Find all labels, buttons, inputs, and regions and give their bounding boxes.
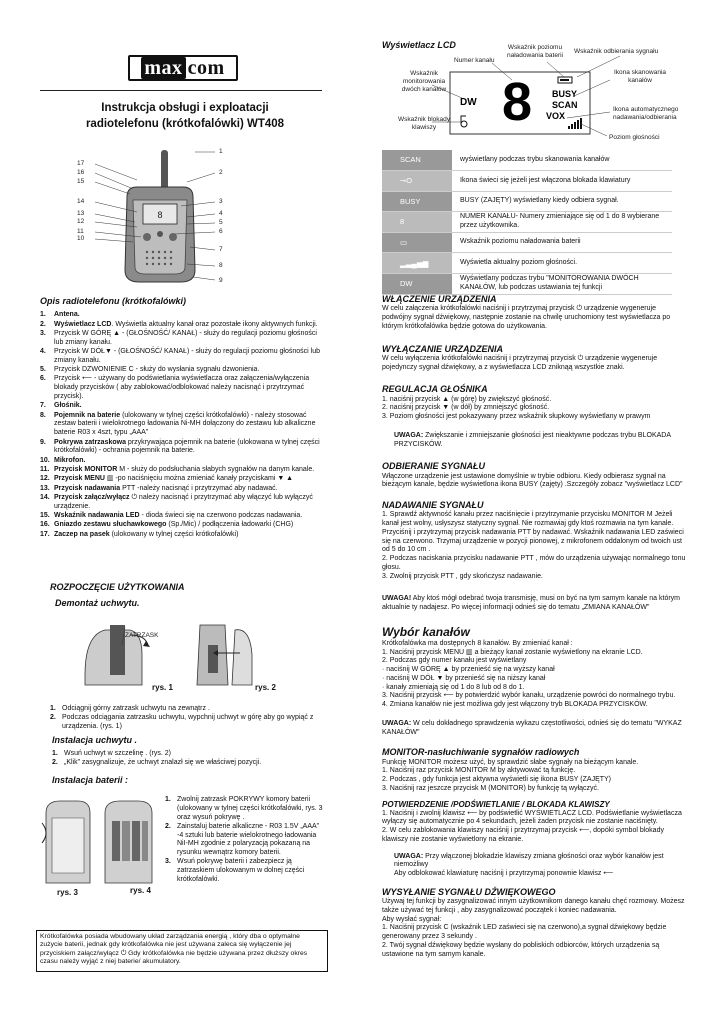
callout-key-lock: Wskaźnik blokady klawiszy bbox=[397, 116, 451, 132]
fig-num-12: 12 bbox=[77, 218, 85, 225]
lcd-description-cell: wyświetlany podczas trybu skanowania kanałów bbox=[452, 150, 672, 171]
lcd-heading: Wyświetlacz LCD bbox=[382, 40, 456, 50]
fig-num-15: 15 bbox=[77, 178, 85, 185]
lcd-description-cell: Wyświetlany podczas trybu "MONITOROWANIA DWÓCH KANAŁÓW, lub podczas ustawiania tej funkcji bbox=[452, 274, 672, 295]
lcd-description-cell: BUSY (ZAJĘTY) wyświetlany kiedy odbiera sygnał. bbox=[452, 191, 672, 212]
svg-text:DW: DW bbox=[460, 97, 477, 108]
handle-removal-steps bbox=[50, 705, 320, 732]
power-on-text: W celu załączenia krótkofalówki naciśnij i przytrzymaj przycisk ⏻ urządzenie wygeneruje podwójny sygnał dźwiękowy, następnie zostanie na chwilę uruchomiony test wyświetlacza po którym krótkofalówka będzie gotowa do użytkowania. bbox=[382, 305, 671, 330]
channel-item: · kanały zmieniają się od 1 do 8 lub od 8 do 1. bbox=[382, 683, 525, 691]
lcd-icon-cell: ▭ bbox=[382, 232, 452, 253]
callout-dual-watch: Wskaźnik monitorowania dwóch kanałów bbox=[401, 70, 447, 94]
description-item: 11. Przycisk MONITOR M - służy do podsłuchania słabych sygnałów na danym kanale. bbox=[40, 465, 315, 473]
battery-heading: Instalacja baterii : bbox=[52, 775, 129, 785]
handle-install-heading: Instalacja uchwytu . bbox=[52, 735, 138, 745]
lcd-table-row bbox=[382, 232, 672, 253]
lock-item: 2. W celu zablokowania klawiszy naciśnij i przytrzymaj przycisk ⟵, dopóki symbol blokady klawiszy nie zostanie wyświetlony na ekranie. bbox=[382, 827, 664, 843]
handle-install-step: 2. „Klik” zasygnalizuje, że uchwyt znalazł się we właściwej pozycji. bbox=[52, 759, 262, 767]
transmit-item: 3. Zwolnij przycisk PTT , gdy skończysz nadawanie. bbox=[382, 572, 543, 580]
title-rule bbox=[40, 90, 322, 91]
svg-text:BUSY: BUSY bbox=[552, 89, 578, 99]
transmit-note: UWAGA! Aby ktoś mógł odebrać twoja transmisję, musi on być na tym samym kanale na którym aktualnie ty nadajesz. Po więcej informacji odnieś się do tematu „ZMIANA KANAŁÓW” bbox=[382, 595, 680, 611]
svg-text:8: 8 bbox=[502, 72, 533, 132]
handle-figures bbox=[70, 615, 290, 693]
description-item: 6. Przycisk ⟵ - używany do podświetlania wyświetlacza oraz załączenia/wyłączenia blokady przycisków ( aby zablokować/odblokować należy nacisnąć i przytrzymać przycisk). bbox=[40, 375, 310, 400]
battery-step: 2. Zainstaluj baterie alkaliczne - R03 1.5V „AAA” -4 sztuki lub baterie wielokrotnego ładowania NiI-MH zgodnie z polaryzacją pokazaną na rysunku wewnątrz komory baterii. bbox=[165, 822, 320, 857]
channel-heading: Wybór kanałów bbox=[382, 624, 470, 639]
channel-item: 3. Naciśnij przycisk ⟵ by potwierdzić wybór kanału, urządzenie powróci do normalnego trybu. bbox=[382, 692, 676, 700]
lcd-description-cell: NUMER KANAŁU- Numery zmieniające się od 1 do 8 wybierane przez użytkownika. bbox=[452, 212, 672, 233]
fig-label-rys1: rys. 1 bbox=[152, 683, 173, 692]
call-item: Używaj tej funkcji by zasygnalizować innym użytkownikom danego kanału chęć rozmowy. Możesz także używać tej funkcji , aby zasygnalizować początek i koniec nadawania. bbox=[382, 898, 685, 914]
fig-num-14: 14 bbox=[77, 198, 85, 205]
volume-heading: REGULACJA GŁOŚNIKA bbox=[382, 384, 488, 395]
svg-text:8: 8 bbox=[157, 210, 163, 220]
battery-step: 3. Wsuń pokrywę baterii i zabezpiecz ją zatrzaskiem ulokowanym w dolnej części krótkofalówki. bbox=[165, 858, 305, 883]
transmit-heading: NADAWANIE SYGNAŁU bbox=[382, 500, 484, 510]
channel-item: 1. Naciśnij przycisk MENU ▥ a bieżący kanał zostanie wyświetlony na ekranie LCD. bbox=[382, 648, 643, 656]
description-section bbox=[40, 296, 320, 540]
description-item: 4. Przycisk W DÓŁ▼ - (GŁOŚNOŚĆ/ KANAŁ) - służy do regulacji poziomu głośności lub zmiany kanału. bbox=[40, 348, 321, 364]
power-off-heading: WYŁĄCZANIE URZĄDZENIA bbox=[382, 343, 503, 354]
lcd-table-row bbox=[382, 212, 672, 233]
lock-item: 1. Naciśnij i zwolnij klawisz ⟵ by podświetlić WYŚWIETLACZ LCD. Podświetlanie wyświetlacza wyłączy się automatycznie po 4 sekundach, jeżeli żaden przycisk nie zostanie naciśnięty. bbox=[382, 809, 682, 826]
description-item: 16. Gniazdo zestawu słuchawkowego (Sp./Mic) / podłączenia ładowarki (CHG) bbox=[40, 521, 294, 529]
volume-item: 1. naciśnij przycisk ▲ (w górę) by zwiększyć głośność. bbox=[382, 395, 552, 403]
receive-heading: ODBIERANIE SYGNAŁU bbox=[382, 461, 486, 472]
receive-text: Włączone urządzenie jest ustawione domyślnie w trybie odbioru. Kiedy odbierasz sygnał na bieżącym kanale, będzie wyświetlona ikona BUSY (zajęty) .Szczegóły zobacz "wyświetlacz LCD" bbox=[382, 472, 683, 489]
call-list bbox=[382, 898, 687, 959]
lcd-table-row bbox=[382, 253, 672, 274]
handle-removal-step: 1. Odciągnij górny zatrzask uchwytu na zewnątrz . bbox=[50, 705, 210, 712]
lock-list bbox=[382, 810, 687, 845]
channel-item: 4. Zmiana kanałów nie jest możliwa gdy jest włączony tryb BLOKADA PRZYCISKÓW. bbox=[382, 701, 648, 708]
channel-note: UWAGA: W celu dokładnego sprawdzenia wykazu częstotliwości, odnieś się do tematu "WYKAZ KANAŁÓW" bbox=[382, 719, 682, 736]
handle-install-steps bbox=[52, 750, 322, 769]
lcd-table-row bbox=[382, 150, 672, 171]
callout-signal-receiving: Wskaźnik odbierania sygnału bbox=[574, 48, 659, 55]
fig-num-1: 1 bbox=[219, 148, 223, 155]
lock-heading: POTWIERDZENIE /PODŚWIETLANIE / BLOKADA KLAWISZY bbox=[382, 799, 610, 809]
lcd-description-cell: Wskaźnik poziomu naładowania baterii bbox=[452, 232, 672, 253]
lcd-icon-cell: ⊸O bbox=[382, 171, 452, 192]
handle-removal-step: 2. Podczas odciągania zatrzasku uchwytu, wypchnij uchwyt w górę aby go wypiąć z urządzenia. (rys. 1) bbox=[50, 714, 314, 731]
volume-list bbox=[382, 396, 687, 422]
lcd-table-row bbox=[382, 191, 672, 212]
volume-item: 2. naciśnij przycisk ▼ (w dół) by zmniejszyć głośność. bbox=[382, 404, 550, 412]
description-item: 12. Przycisk MENU ▥ -po naciśnięciu można zmieniać kanały przyciskami ▼ ▲ bbox=[40, 475, 294, 483]
channel-list bbox=[382, 640, 687, 710]
callout-vox-icon: Ikona automatycznego nadawania/odbierania bbox=[613, 106, 679, 122]
lcd-icon-cell: ▂▃▄▅▆ bbox=[382, 253, 452, 274]
description-item: 17. Zaczep na pasek (ulokowany w tylnej części krótkofalówki) bbox=[40, 530, 239, 538]
battery-step: 1. Zwolnij zatrzask POKRYWY komory baterii (ulokowany w tylnej części krótkofalówki, rys. 3 oraz wysuń pokrywę . bbox=[165, 796, 323, 821]
page-title: Instrukcja obsługi i exploatacji radiotelefonu (krótkofalówki) WT408 bbox=[85, 102, 285, 131]
channel-item: Krótkofalówka ma dostępnych 8 kanałów. By zmieniać kanał : bbox=[382, 639, 573, 647]
handle-removal-heading: Demontaż uchwytu. bbox=[55, 598, 140, 608]
radio-figure bbox=[75, 142, 235, 287]
lcd-icon-cell: DW bbox=[382, 274, 452, 295]
description-item: 10. Mikrofon. bbox=[40, 456, 86, 464]
description-item: 8. Pojemnik na baterie (ulokowany w tylnej części krótkofalówki) - należy stosować zestaw baterii i wielokrotnego ładowania Ni-MH dołączony do zestawu lub alkaliczne baterie R03 x 4szt, typu „AAA” bbox=[40, 411, 316, 437]
description-item: 14. Przycisk załącz/wyłącz ⏻ należy nacisnąć i przytrzymać aby włączyć lub wyłączyć urządzenie. bbox=[40, 493, 313, 510]
monitor-heading: MONITOR-nasłuchiwanie sygnałów radiowych bbox=[382, 747, 580, 758]
description-item: 5. Przycisk DZWONIENIE C - służy do wysłania sygnału dzwonienia. bbox=[40, 366, 260, 374]
description-heading: Opis radiotelefonu (krótkofalówki) bbox=[40, 296, 187, 306]
monitor-item: Funkcję MONITOR możesz użyć, by sprawdzić słabe sygnały na bieżącym kanale. bbox=[382, 758, 639, 766]
lcd-table-row bbox=[382, 274, 672, 295]
monitor-item: 2. Podczas , gdy funkcja jest aktywna wyświetli się ikona BUSY (ZAJĘTY) bbox=[382, 776, 612, 783]
volume-item: 3. Poziom głośności jest pokazywany przez wskaźnik słupkowy wyświetlany w prawym bbox=[382, 413, 651, 420]
callout-battery-level: Wskaźnik poziomu naładowania baterii bbox=[506, 44, 563, 60]
transmit-item: 2. Podczas naciskania przycisku nadawanie PTT , mów do urządzenia używając normalnego tonu głosu. bbox=[382, 555, 686, 571]
battery-steps bbox=[165, 796, 325, 885]
description-item: 7. Głośnik. bbox=[40, 402, 82, 410]
lcd-icon-cell: BUSY bbox=[382, 191, 452, 212]
description-item: 3. Przycisk W GÓRĘ ▲ - (GŁOŚNOŚĆ/ KANAŁ) - służy do regulacji poziomu głośności lub zmiany kanału. bbox=[40, 329, 317, 346]
power-on-heading: WŁĄCZENIE URZĄDZENIA bbox=[382, 294, 497, 304]
description-item: 2. Wyświetlacz LCD. Wyświetla aktualny kanał oraz pozostałe ikony aktywnych funkcji. bbox=[40, 320, 318, 328]
lcd-table-row bbox=[382, 171, 672, 192]
channel-item: · naciśnij W GÓRĘ ▲ by przenieść się na wyższy kanał bbox=[382, 666, 555, 673]
description-item: 9. Pokrywa zatrzaskowa przykrywająca pojemnik na baterie (ulokowana w tylnej części krótkofalówki) - ochrania pojemnik na baterie. bbox=[40, 438, 320, 455]
monitor-item: 1. Naciśnij raz przycisk MONITOR M by aktywować tą funkcję. bbox=[382, 767, 576, 775]
channel-item: 2. Podczas gdy numer kanału jest wyświetlany bbox=[382, 657, 527, 665]
description-item: 13. Przycisk nadawania PTT -należy nacisnąć i przytrzymać aby nadawać. bbox=[40, 484, 278, 492]
lcd-description-cell: Ikona świeci się jeżeli jest włączona blokada klawiatury bbox=[452, 171, 672, 192]
channel-item: · naciśnij W DÓŁ ▼ by przenieść się na niższy kanał bbox=[382, 674, 546, 682]
fig-num-9: 9 bbox=[219, 277, 223, 284]
fig-num-17: 17 bbox=[77, 160, 85, 167]
fig-num-10: 10 bbox=[77, 235, 85, 242]
battery-figures bbox=[40, 793, 160, 893]
lcd-icon-cell: 8 bbox=[382, 212, 452, 233]
fig-num-3: 3 bbox=[219, 198, 223, 205]
fig-num-16: 16 bbox=[77, 169, 85, 176]
callout-channel-number: Numer kanału bbox=[454, 57, 495, 64]
right-text-column bbox=[382, 294, 687, 959]
fig-num-8: 8 bbox=[219, 262, 223, 269]
getting-started-heading: ROZPOCZĘCIE UŻYTKOWANIA bbox=[50, 582, 185, 592]
description-item: 15. Wskaźnik nadawania LED - dioda świeci się na czerwono podczas nadawania. bbox=[40, 512, 303, 520]
energy-note: Krótkofalówka posiada wbudowany układ zarządzania energią , który dba o optymalne zużycie baterii, jednak gdy krótkofalówka nie jest używana zaleca się wyłączenie jej przyciskiem załącz/wyłącz ⏻ Gdy krótkofalówka nie będzie używana przez dłuższy okres czasu należy wyjąć z niej baterie/ akumulatory. bbox=[36, 930, 328, 972]
monitor-list bbox=[382, 759, 687, 794]
maxcom-logo: max com bbox=[128, 55, 238, 81]
power-off-text: W celu wyłączenia krótkofalówki naciśnij i przytrzymaj przycisk ⏻ urządzenie wygeneruje pojedynczy sygnał dźwiękowy, a z wyświetlacza LCD zniknąą wszystkie znaki. bbox=[382, 354, 658, 371]
monitor-item: 3. Naciśnij raz jeszcze przycisk M (MONITOR) by funkcję tą wyłączyć. bbox=[382, 784, 599, 792]
call-item: 1. Naciśnij przycisk C (wskaźnik LED zaświeci się na czerwono),a sygnał dźwiękowy będzie generowany przez 3 sekundy . bbox=[382, 924, 667, 940]
fig-label-rys2: rys. 2 bbox=[255, 683, 276, 692]
fig-num-13: 13 bbox=[77, 210, 85, 217]
lcd-description-cell: Wyświetla aktualny poziom głośności. bbox=[452, 253, 672, 274]
description-list bbox=[40, 311, 320, 539]
volume-note: UWAGA: Zwiększanie i zmniejszanie głośności jest nieaktywne podczas trybu BLOKADA PRZYCISKÓW. bbox=[394, 431, 671, 448]
fig-num-2: 2 bbox=[219, 169, 223, 176]
zatrzask-label: ZATRZASK bbox=[125, 632, 159, 639]
svg-text:VOX: VOX bbox=[546, 111, 566, 121]
fig-num-11: 11 bbox=[77, 228, 84, 235]
callout-scan-icon: Ikona skanowania kanałów bbox=[613, 69, 667, 85]
transmit-list bbox=[382, 511, 687, 581]
callout-volume-level: Poziom głośności bbox=[609, 134, 660, 141]
call-item: 2. Twój sygnał dźwiękowy będzie wysłany do pobliskich odbiorców, których urządzenia są ustawione na tym samym kanale. bbox=[382, 941, 660, 958]
handle-install-step: 1. Wsuń uchwyt w szczelinę . (rys. 2) bbox=[52, 750, 171, 757]
fig-num-5: 5 bbox=[219, 219, 223, 226]
lock-note: UWAGA: Przy włączonej blokadzie klawiszy zmiana głośności oraz wybór kanałów jest niemożliwy bbox=[394, 852, 664, 869]
svg-text:SCAN: SCAN bbox=[552, 100, 578, 110]
fig-num-7: 7 bbox=[219, 246, 223, 253]
call-item: Aby wysłać sygnał: bbox=[382, 915, 442, 923]
fig-label-rys3: rys. 3 bbox=[57, 888, 78, 897]
fig-num-4: 4 bbox=[219, 210, 223, 217]
lcd-icon-cell: SCAN bbox=[382, 150, 452, 171]
fig-num-6: 6 bbox=[219, 228, 223, 235]
description-item: 1. Antena. bbox=[40, 311, 80, 319]
call-heading: WYSYŁANIE SYGNAŁU DŹWIĘKOWEGO bbox=[382, 886, 556, 897]
fig-label-rys4: rys. 4 bbox=[130, 886, 151, 895]
transmit-item: 1. Sprawdź aktywność kanału przez naciśnięcie i przytrzymanie przycisku MONITOR M Jeżeli kanał jest wolny, usłyszysz statyczny sygnał. Nie rozmawiaj gdy ktoś rozmawia na tym kanale. Przyciśnij i przytrzymaj przycisk nadawania PTT by nadawać. Wskaźnik nadawania LED zaświeci się na czerwono. Trzymaj urządzenie w pozycji pionowej, z mikrofonem oddalonym od twoich ust od 5 do 10 cm . bbox=[382, 511, 684, 554]
lcd-icon-table bbox=[382, 150, 672, 295]
lock-note-2: Aby odblokować klawiaturę naciśnij i przytrzymaj ponownie klawisz ⟵ bbox=[394, 870, 614, 877]
